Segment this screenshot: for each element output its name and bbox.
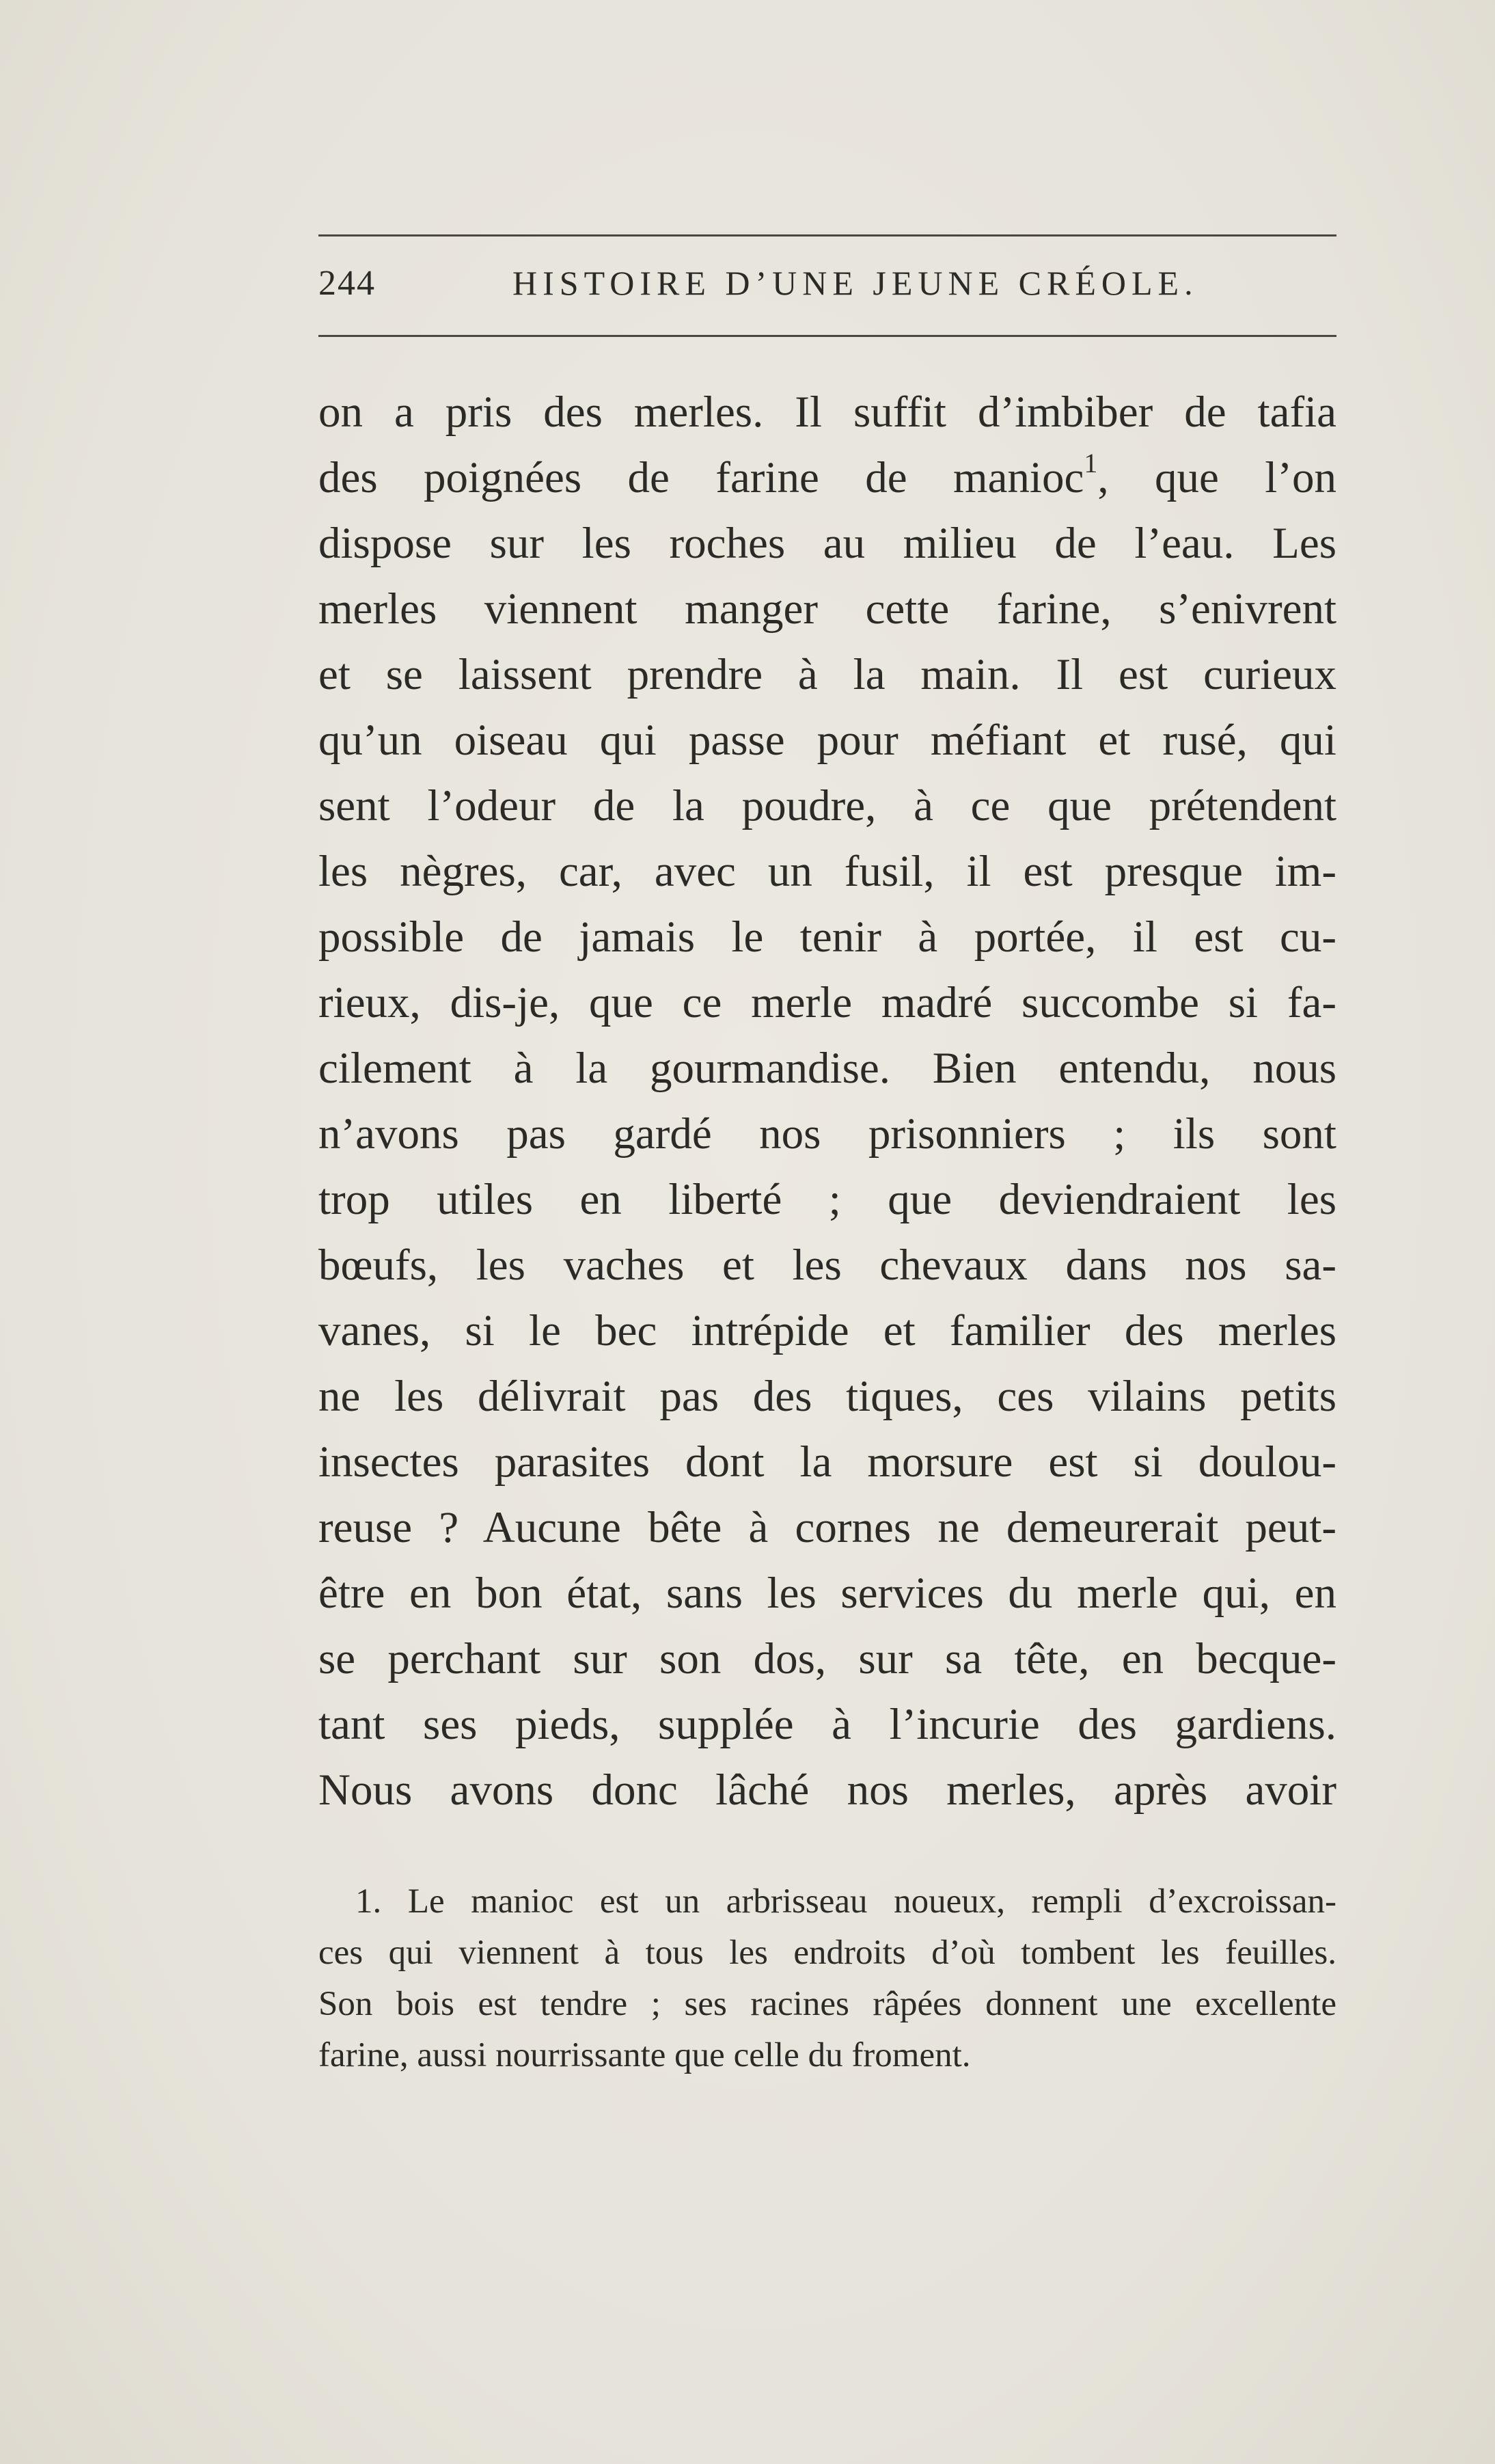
- text-line: ne les délivrait pas des tiques, ces vilains petits: [318, 1372, 1336, 1421]
- footnote-line: farine, aussi nourrissante que celle du froment.: [318, 2036, 971, 2074]
- footnote-line: ces qui viennent à tous les endroits d’où tombent les feuilles.: [318, 1934, 1336, 1972]
- text-line: [318, 445, 1336, 511]
- footnote-reference: 1: [1084, 448, 1098, 479]
- text-line: Nous avons donc lâché nos merles, après avoir: [318, 1765, 1336, 1815]
- text-line: se perchant sur son dos, sur sa tête, en becque-: [318, 1634, 1336, 1683]
- text-line: possible de jamais le tenir à portée, il est cu-: [318, 912, 1336, 962]
- text-line: on a pris des merles. Il suffit d’imbiber de tafia: [318, 388, 1336, 437]
- footnote-line: Son bois est tendre ; ses racines râpées donnent une excellente: [318, 1985, 1336, 2023]
- text-segment: , que l’on: [1097, 453, 1336, 502]
- header-top-rule: [318, 234, 1336, 236]
- text-line: dispose sur les roches au milieu de l’eau. Les: [318, 519, 1336, 568]
- header-bottom-rule: [318, 335, 1336, 337]
- page-number: 244: [318, 264, 376, 303]
- text-line: sent l’odeur de la poudre, à ce que prétendent: [318, 781, 1336, 830]
- running-title: HISTOIRE D’UNE JEUNE CRÉOLE.: [512, 264, 1198, 302]
- text-line: trop utiles en liberté ; que deviendraient les: [318, 1175, 1336, 1224]
- footnote-line: 1. Le manioc est un arbrisseau noueux, rempli d’excroissan-: [355, 1882, 1336, 1921]
- text-line: tant ses pieds, supplée à l’incurie des gardiens.: [318, 1700, 1336, 1749]
- main-text: [318, 379, 1336, 1823]
- text-line: et se laissent prendre à la main. Il est curieux: [318, 650, 1336, 699]
- text-line: merles viennent manger cette farine, s’enivrent: [318, 584, 1336, 634]
- text-line: rieux, dis-je, que ce merle madré succombe si fa-: [318, 978, 1336, 1027]
- text-line: reuse ? Aucune bête à cornes ne demeurerait peut-: [318, 1503, 1336, 1552]
- text-segment: des poignées de farine de manioc: [318, 453, 1084, 502]
- text-line: bœufs, les vaches et les chevaux dans nos sa-: [318, 1241, 1336, 1290]
- text-line: insectes parasites dont la morsure est si doulou-: [318, 1437, 1336, 1487]
- text-line: cilement à la gourmandise. Bien entendu, nous: [318, 1044, 1336, 1093]
- text-line: qu’un oiseau qui passe pour méfiant et rusé, qui: [318, 716, 1336, 765]
- text-line: les nègres, car, avec un fusil, il est presque im-: [318, 847, 1336, 896]
- text-line: n’avons pas gardé nos prisonniers ; ils sont: [318, 1109, 1336, 1159]
- footnote: [318, 1876, 1336, 2081]
- text-line: vanes, si le bec intrépide et familier des merles: [318, 1306, 1336, 1355]
- page-header: [318, 263, 1336, 318]
- text-line: être en bon état, sans les services du merle qui, en: [318, 1569, 1336, 1618]
